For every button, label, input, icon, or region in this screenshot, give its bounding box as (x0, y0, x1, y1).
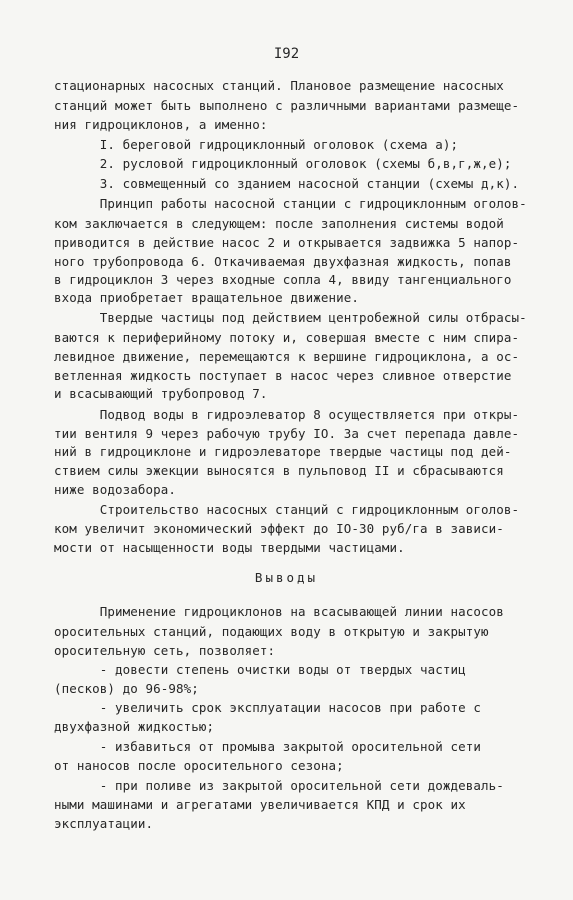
text-line: Твердые частицы под действием центробежной силы отбрасы- (54, 310, 527, 325)
text-line: I. береговой гидроциклонный оголовок (схема а); (54, 137, 459, 152)
text-line: станций может быть выполнено с различными вариантами размеще- (54, 98, 520, 113)
text-line: 2. русловой гидроциклонный оголовок (схемы б,в,г,ж,е); (54, 156, 512, 171)
text-line: 3. совмещенный со зданием насосной станции (схемы д,к). (54, 176, 520, 191)
text-line: (песков) до 96-98%; (54, 681, 199, 696)
text-line: Подвод воды в гидроэлеватор 8 осуществляется при откры- (54, 407, 520, 422)
text-line: ными машинами и агрегатами увеличивается КПД и срок их (54, 797, 466, 812)
text-line: ком увеличит экономический эффект до IO-30 руб/га в зависи- (54, 521, 504, 536)
text-line: Строительство насосных станций с гидроциклонным оголов- (54, 502, 520, 517)
text-line: от наносов после оросительного сезона; (54, 758, 344, 773)
text-line: ний в гидроциклоне и гидроэлеваторе твердые частицы под дей- (54, 444, 512, 459)
text-line: и всасывающий трубопровод 7. (54, 386, 268, 401)
text-line: входа приобретает вращательное движение. (54, 290, 360, 305)
section-heading: Выводы (254, 570, 319, 585)
page-number: I92 (273, 46, 300, 62)
text-line: левидное движение, перемещаются к вершине гидроциклона, а ос- (54, 349, 520, 364)
text-line: мости от насыщенности воды твердыми частицами. (54, 540, 405, 555)
text-line: - довести степень очистки воды от твердых частиц (54, 662, 466, 677)
text-line: - при поливе из закрытой оросительной сети дождеваль- (54, 778, 504, 793)
text-line: ниже водозабора. (54, 482, 177, 497)
text-line: ветленная жидкость поступает в насос через сливное отверстие (54, 368, 512, 383)
text-line: Применение гидроциклонов на всасывающей линии насосов (54, 604, 504, 619)
text-line: в гидроциклон 3 через входные сопла 4, ввиду тангенциального (54, 272, 512, 287)
text-line: оросительных станций, подающих воду в открытую и закрытую (54, 624, 489, 639)
text-line: ваются к периферийному потоку и, совершая вместе с ним спира- (54, 330, 520, 345)
text-line: ния гидроциклонов, а именно: (54, 117, 268, 132)
text-line: ком заключается в следующем: после заполнения системы водой (54, 216, 504, 231)
text-line: Принцип работы насосной станции с гидроциклонным оголов- (54, 196, 527, 211)
text-line: - увеличить срок эксплуатации насосов при работе с (54, 700, 482, 715)
text-line: приводится в действие насос 2 и открывается задвижка 5 напор- (54, 235, 520, 250)
text-line: - избавиться от промыва закрытой оросительной сети (54, 739, 482, 754)
text-line: ствием силы эжекции выносятся в пульповод II и сбрасываются (54, 463, 504, 478)
text-line: ного трубопровода 6. Откачиваемая двухфазная жидкость, попав (54, 254, 512, 269)
text-line: оросительную сеть, позволяет: (54, 643, 276, 658)
text-line: эксплуатации. (54, 816, 154, 831)
text-line: стационарных насосных станций. Плановое размещение насосных (54, 78, 504, 93)
text-line: тии вентиля 9 через рабочую трубу IO. За счет перепада давле- (54, 426, 520, 441)
text-line: двухфазной жидкостью; (54, 719, 215, 734)
